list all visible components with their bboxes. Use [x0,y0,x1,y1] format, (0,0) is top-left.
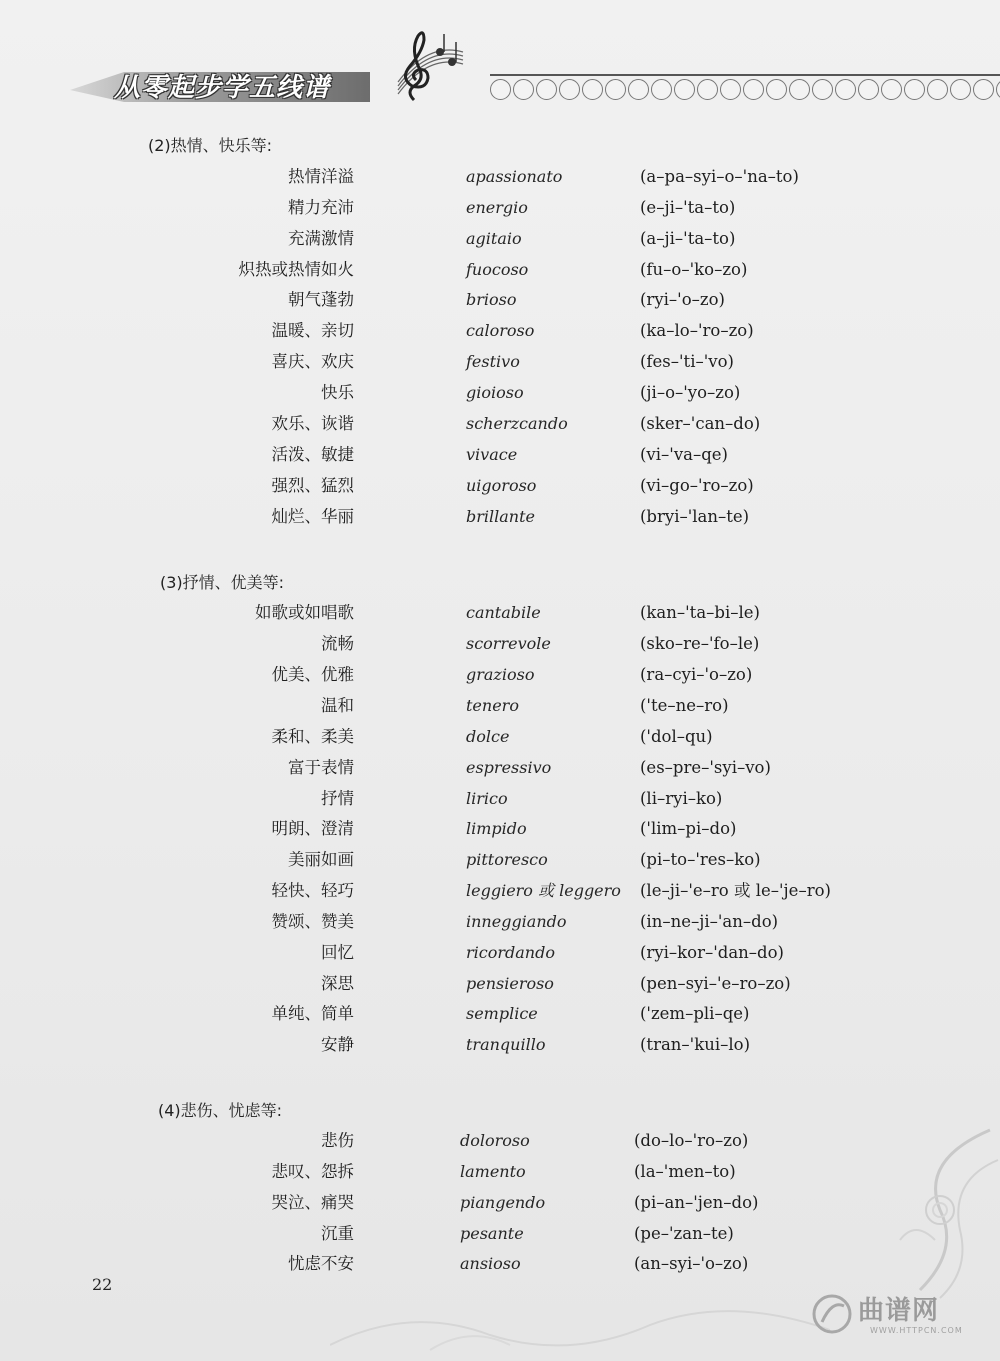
pronunciation: (e–ji–'ta–to) [640,198,736,217]
pronunciation: (la–'men–to) [634,1162,736,1181]
list-item [0,1220,1000,1248]
pronunciation: (vi–'va–qe) [640,445,728,464]
pronunciation: (a–ji–'ta–to) [640,229,736,248]
list-item [0,599,1000,627]
pronunciation: (ra–cyi–'o–zo) [640,665,753,684]
chinese-term: 活泼、敏捷 [271,445,354,464]
treble-clef-icon [388,22,468,102]
list-item [0,410,1000,438]
watermark-url: WWW.HTTPCN.COM [870,1326,963,1335]
italian-term: festivo [466,352,520,371]
chinese-term: 富于表情 [288,758,354,777]
pronunciation: (sko–re–'fo–le) [640,634,760,653]
italian-term: agitaio [466,229,522,248]
list-item [0,163,1000,191]
italian-term: brillante [466,507,535,526]
watermark-text: 曲谱网 [858,1296,940,1326]
pronunciation: (ryi–kor–'dan–do) [640,943,784,962]
list-item [0,472,1000,500]
page-number: 22 [92,1275,113,1294]
italian-term: cantabile [466,603,541,622]
italian-term: lirico [466,789,508,808]
pronunciation: ('lim–pi–do) [640,819,737,838]
site-watermark [810,1290,990,1350]
chinese-term: 欢乐、诙谐 [271,414,354,433]
list-item [0,317,1000,345]
chinese-term: 强烈、猛烈 [271,476,354,495]
watermark-logo-icon [810,1292,854,1336]
chinese-term: 抒情 [321,789,354,808]
chinese-term: 单纯、简单 [271,1004,354,1023]
list-item [0,286,1000,314]
italian-term: fuocoso [466,260,529,279]
list-item [0,939,1000,967]
italian-term: dolce [466,727,510,746]
italian-term: lamento [460,1162,526,1181]
italian-term: pittoresco [466,850,548,869]
italian-term: tenero [466,696,519,715]
pronunciation: ('zem–pli–qe) [640,1004,750,1023]
chinese-term: 温和 [321,696,354,715]
pronunciation: (le–ji–'e–ro 或 le–'je–ro) [640,881,831,900]
list-item [0,1000,1000,1028]
italian-term: espressivo [466,758,552,777]
chinese-term: 朝气蓬勃 [288,290,354,309]
pronunciation: (ryi–'o–zo) [640,290,725,309]
italian-term: gioioso [466,383,524,402]
list-item [0,348,1000,376]
italian-term: semplice [466,1004,538,1023]
list-item [0,692,1000,720]
pronunciation: (es–pre–'syi–vo) [640,758,771,777]
pronunciation: (vi–go–'ro–zo) [640,476,754,495]
chinese-term: 优美、优雅 [271,665,354,684]
chinese-term: 充满激情 [288,229,354,248]
pronunciation: (kan–'ta–bi–le) [640,603,760,622]
list-item [0,815,1000,843]
pronunciation: (tran–'kui–lo) [640,1035,751,1054]
chinese-term: 忧虑不安 [288,1254,354,1273]
list-item [0,754,1000,782]
chinese-term: 轻快、轻巧 [271,881,354,900]
section-title: (3)抒情、优美等: [160,573,285,592]
italian-term: apassionato [466,167,563,186]
list-item [0,723,1000,751]
italian-term: tranquillo [466,1035,546,1054]
pronunciation: (in–ne–ji–'an–do) [640,912,779,931]
chinese-term: 安静 [321,1035,354,1054]
chinese-term: 赞颂、赞美 [271,912,354,931]
pronunciation: ('te–ne–ro) [640,696,729,715]
chinese-term: 流畅 [321,634,354,653]
section-title: (2)热情、快乐等: [148,136,273,155]
list-item [0,1250,1000,1278]
chinese-term: 喜庆、欢庆 [271,352,354,371]
chinese-term: 沉重 [321,1224,354,1243]
pronunciation: (pe–'zan–te) [634,1224,734,1243]
pronunciation: (ka–lo–'ro–zo) [640,321,754,340]
italian-term: piangendo [460,1193,546,1212]
pronunciation: (bryi–'lan–te) [640,507,750,526]
chinese-term: 柔和、柔美 [271,727,354,746]
chinese-term: 悲叹、怨拆 [271,1162,354,1181]
list-item [0,877,1000,905]
list-item [0,503,1000,531]
chinese-term: 炽热或热情如火 [238,260,354,279]
italian-term: ansioso [460,1254,521,1273]
page-header [70,72,1000,102]
italian-term: grazioso [466,665,535,684]
list-item [0,256,1000,284]
chinese-term: 热情洋溢 [288,167,354,186]
chinese-term: 如歌或如唱歌 [255,603,354,622]
italian-term: inneggiando [466,912,567,931]
chinese-term: 温暖、亲切 [271,321,354,340]
chinese-term: 悲伤 [321,1131,354,1150]
book-title-logo: 从零起步学五线谱 [114,73,331,103]
list-item [0,225,1000,253]
pronunciation: ('dol–qu) [640,727,713,746]
italian-term: scherzcando [466,414,568,433]
pronunciation: (fes–'ti–'vo) [640,352,734,371]
list-item [0,1158,1000,1186]
chinese-term: 深思 [321,974,354,993]
italian-term: pesante [460,1224,524,1243]
italian-term: vivace [466,445,518,464]
pronunciation: (do–lo–'ro–zo) [634,1131,749,1150]
chinese-term: 明朗、澄清 [271,819,354,838]
italian-term: energio [466,198,528,217]
pronunciation: (fu–o–'ko–zo) [640,260,748,279]
chinese-term: 快乐 [321,383,354,402]
list-item [0,970,1000,998]
italian-term: caloroso [466,321,535,340]
pronunciation: (sker–'can–do) [640,414,761,433]
list-item [0,379,1000,407]
italian-term: uigoroso [466,476,537,495]
list-item [0,785,1000,813]
bottom-floral-decoration [330,1285,830,1355]
pronunciation: (pi–an–'jen–do) [634,1193,759,1212]
chinese-term: 精力充沛 [288,198,354,217]
list-item [0,1127,1000,1155]
pronunciation: (li–ryi–ko) [640,789,723,808]
floral-swirl-decoration [880,1120,1000,1300]
list-item [0,1189,1000,1217]
chinese-term: 哭泣、痛哭 [271,1193,354,1212]
list-item [0,1031,1000,1059]
decorative-circle-row [490,74,1000,104]
pronunciation: (a–pa–syi–o–'na–to) [640,167,799,186]
italian-term: leggiero 或 leggero [466,881,621,900]
pronunciation: (pen–syi–'e–ro–zo) [640,974,791,993]
list-item [0,630,1000,658]
italian-term: ricordando [466,943,555,962]
italian-term: brioso [466,290,517,309]
italian-term: scorrevole [466,634,551,653]
italian-term: pensieroso [466,974,554,993]
pronunciation: (ji–o–'yo–zo) [640,383,741,402]
chinese-term: 回忆 [321,943,354,962]
list-item [0,908,1000,936]
list-item [0,846,1000,874]
chinese-term: 灿烂、华丽 [271,507,354,526]
list-item [0,441,1000,469]
chinese-term: 美丽如画 [288,850,354,869]
section-title: (4)悲伤、忧虑等: [158,1101,283,1120]
pronunciation: (pi–to–'res–ko) [640,850,761,869]
italian-term: doloroso [460,1131,530,1150]
list-item [0,661,1000,689]
pronunciation: (an–syi–'o–zo) [634,1254,749,1273]
list-item [0,194,1000,222]
italian-term: limpido [466,819,527,838]
